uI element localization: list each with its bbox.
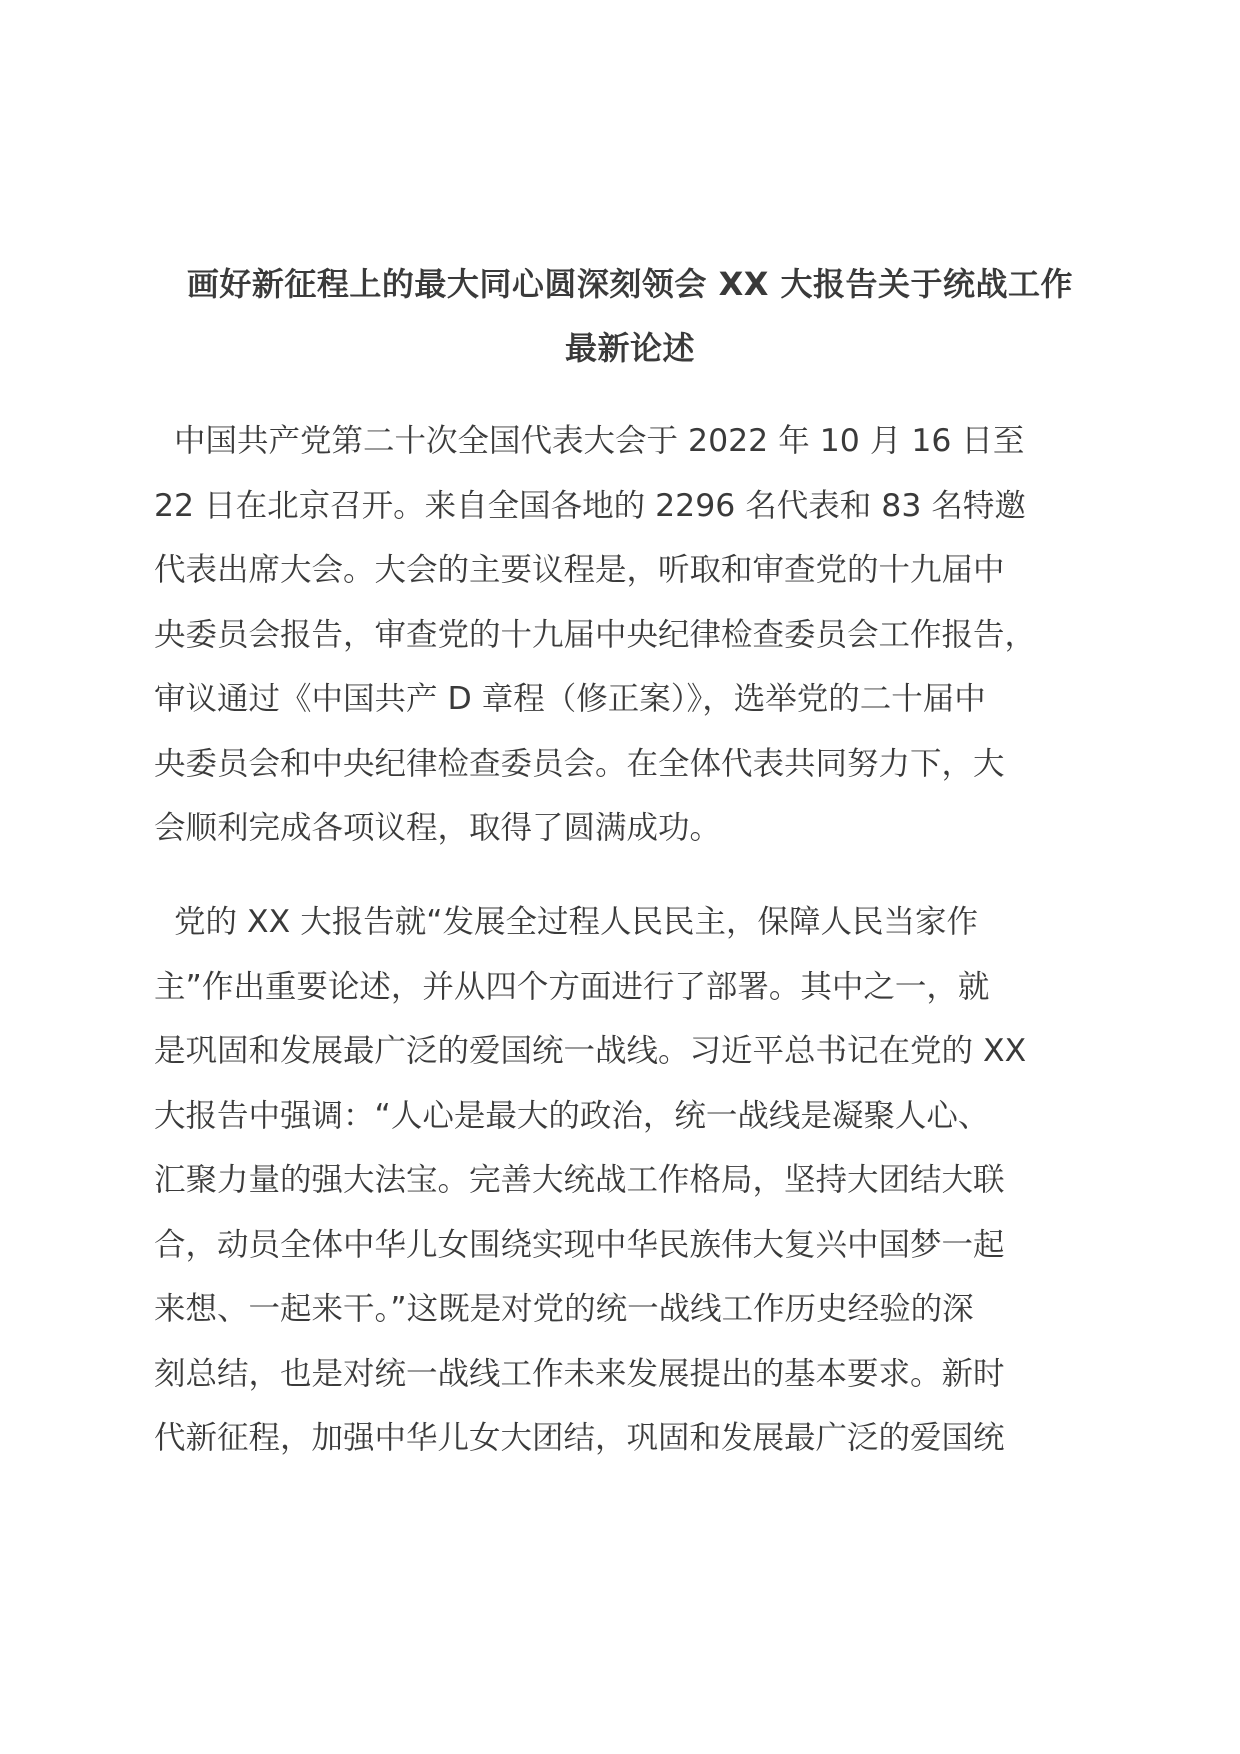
paragraph-line: 大报告中强调：“人心是最大的政治，统一战线是凝聚人心、 (154, 1097, 990, 1134)
paragraph-line: 党的 XX 大报告就“发展全过程人民民主，保障人民当家作 (154, 904, 979, 940)
paragraph-line: 审议通过《中国共产 D 章程（修正案）》，选举党的二十届中 (154, 681, 986, 717)
paragraph-line: 央委员会报告，审查党的十九届中央纪律检查委员会工作报告， (154, 616, 1037, 653)
paragraph-line: 刻总结，也是对统一战线工作未来发展提出的基本要求。新时 (154, 1355, 1005, 1392)
paragraph-line: 央委员会和中央纪律检查委员会。在全体代表共同努力下，大 (154, 745, 1005, 782)
paragraph-line: 代新征程，加强中华儿女大团结，巩固和发展最广泛的爱国统 (154, 1420, 1005, 1456)
paragraph-line: 会顺利完成各项议程，取得了圆满成功。 (154, 810, 722, 846)
paragraph-congress-intro (154, 409, 1089, 861)
document-title (160, 252, 1100, 380)
title-line: 最新论述 (564, 329, 695, 367)
title-line: 画好新征程上的最大同心圆深刻领会 XX 大报告关于统战工作 (186, 265, 1074, 303)
paragraph-line: 汇聚力量的强大法宝。完善大统战工作格局，坚持大团结大联 (154, 1162, 1005, 1198)
paragraph-line: 是巩固和发展最广泛的爱国统一战线。习近平总书记在党的 XX (154, 1033, 1027, 1069)
paragraph-line: 来想、一起来干。”这既是对党的统一战线工作历史经验的深 (154, 1291, 974, 1327)
paragraph-line: 合，动员全体中华儿女围绕实现中华民族伟大复兴中国梦一起 (154, 1226, 1005, 1263)
paragraph-line: 代表出席大会。大会的主要议程是，听取和审查党的十九届中 (154, 552, 1005, 588)
paragraph-united-front (154, 890, 1089, 1471)
paragraph-line: 中国共产党第二十次全国代表大会于 2022 年 10 月 16 日至 (154, 423, 1025, 459)
paragraph-line: 22 日在北京召开。来自全国各地的 2296 名代表和 83 名特邀 (154, 487, 1026, 524)
paragraph-line: 主”作出重要论述，并从四个方面进行了部署。其中之一，就 (154, 968, 990, 1005)
